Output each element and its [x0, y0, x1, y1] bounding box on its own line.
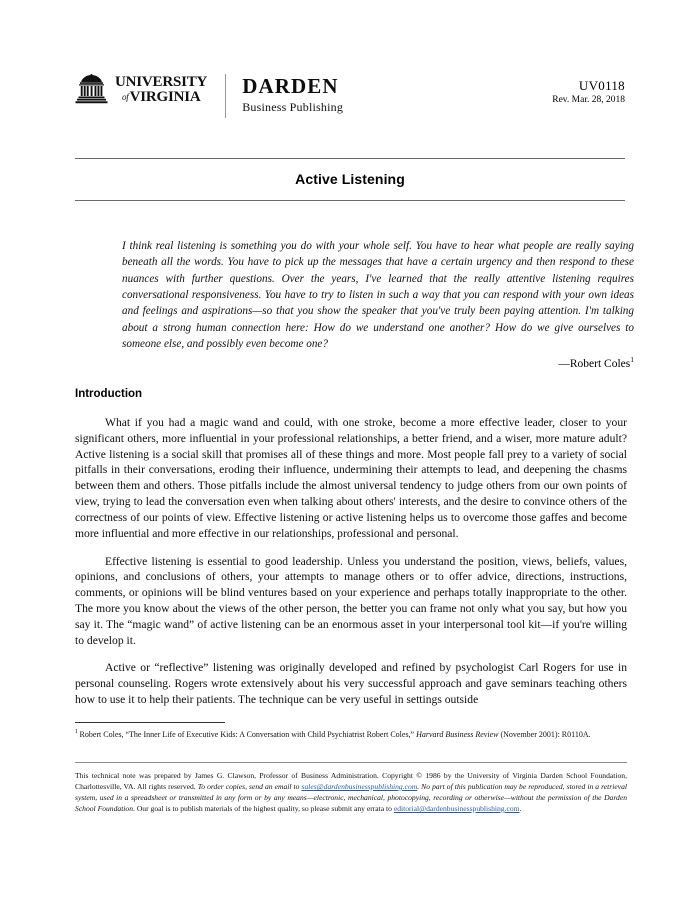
page-title: Active Listening [295, 171, 405, 187]
epigraph-footnote-marker: 1 [630, 355, 634, 365]
uva-wordmark-line2 [122, 90, 207, 104]
footnote-text-part2: (November 2001): R0110A. [498, 730, 591, 739]
title-rule-top [75, 158, 625, 159]
body-content [75, 415, 627, 720]
copyright-part2: . Our goal is to publish materials of the highest quality, so please submit any errata to [133, 804, 394, 813]
body-paragraph: What if you had a magic wand and could, with one stroke, become a more effective leader, closer to your significant others, more influential in your professional relationships, a better friend, and a wiser, more mature adult? Active listening is a social skill that promises all of these things and more. Most people fall prey to a variety of social pitfalls in their conversations, eroding their influence, undermining their attempts to lead, and deepening the chasms between them and others. Those pitfalls include the almost universal tendency to judge others from our own points of view, trying to lead the conversation even when talking about others' interests, and the desire to convince others of the correctness of our points of view. Effective listening or active listening helps us to overcome those gaffes and become more influential and more effective in our relationships, professional and personal. [75, 416, 627, 540]
title-rule-bottom [75, 200, 625, 201]
epigraph-attribution [122, 355, 634, 370]
footnote-journal-title: Harvard Business Review [416, 730, 499, 739]
body-paragraph: Active or “reflective” listening was originally developed and refined by psychologist Carl Rogers for use in personal counseling. Rogers wrote extensively about his very successful approach and gave seminars teaching others how to use it to help their patients. The technique can be very useful in settings outside [75, 661, 627, 706]
copyright-restrictions-text: . No part of this publication may be reproduced, stored in a retrieval system, used in a spreadsheet or transmitted in any form or by any means—electronic, mechanical, photocopying, recording or otherwise—without the permission of the Darden School Foundation [75, 782, 627, 813]
body-paragraph: Effective listening is essential to good leadership. Unless you understand the position, views, beliefs, values, opinions, and conclusions of others, your attempts to manage others or to offer advice, directions, instructions, comments, or opinions will be blind ventures based on your experience and perhaps totally inappropriate to the other. The more you know about the views of the other person, the better you can frame not only what you say, but how you say it. The “magic wand” of active listening can be an enormous asset in your interpersonal tool kit—if you're willing to develop it. [75, 554, 627, 647]
footnote-separator [75, 722, 225, 723]
footnote-1 [75, 729, 627, 740]
epigraph-quote: I think real listening is something you do with your whole self. You have to hear what people are really saying beneath all the words. You have to pick up the messages that have a certain urgency and then respond to these nuances with further questions. Over the years, I've learned that the really attentive listening requires conversational responsiveness. You have to try to listen in such a way that you can respond with your own ideas and feelings and aspirations—so that you show the speaker that you've truly been paying attention. I'm talking about a strong human connection here: How do we understand one another? How do we give ourselves to someone else, and possibly even become one? [122, 240, 634, 351]
uva-wordmark [115, 74, 207, 103]
footnote-text-part1: Robert Coles, “The Inner Life of Executive Kids: A Conversation with Child Psychiatrist Robert Coles,” [79, 730, 417, 739]
uva-wordmark-virginia: VIRGINIA [129, 88, 201, 105]
copyright-order-text: To order copies, send an email to [197, 782, 302, 791]
uva-wordmark-of: of [122, 91, 129, 102]
section-heading-introduction: Introduction [75, 388, 143, 400]
document-id: UV0118 [578, 78, 625, 93]
copyright-notice [75, 770, 627, 814]
sales-email-link[interactable]: sales@dardenbusinesspublishing.com [301, 782, 418, 791]
uva-rotunda-icon [75, 74, 108, 104]
darden-logo [242, 74, 343, 115]
copyright-part1: This technical note was prepared by James G. Clawson, Professor of Business Administration. Copyright © 1986 by the University of Virginia Darden School Foundation, Charlottesville, VA. All rights reserved. [75, 771, 627, 791]
footnote-marker: 1 [75, 729, 78, 736]
editorial-email-link[interactable]: editorial@dardenbusinesspublishing.com [393, 804, 520, 813]
copyright-part3: . [519, 804, 522, 813]
uva-logo [75, 74, 207, 104]
copyright-separator [75, 762, 627, 763]
masthead-divider [225, 74, 226, 118]
document-meta [552, 78, 625, 107]
document-revision-date: Rev. Mar. 28, 2018 [552, 95, 625, 106]
uva-wordmark-line1: UNIVERSITY [115, 74, 208, 91]
epigraph-attribution-text: —Robert Coles [558, 358, 631, 370]
darden-subtitle: Business Publishing [242, 100, 344, 115]
darden-name: DARDEN [242, 74, 339, 98]
masthead [75, 74, 625, 122]
